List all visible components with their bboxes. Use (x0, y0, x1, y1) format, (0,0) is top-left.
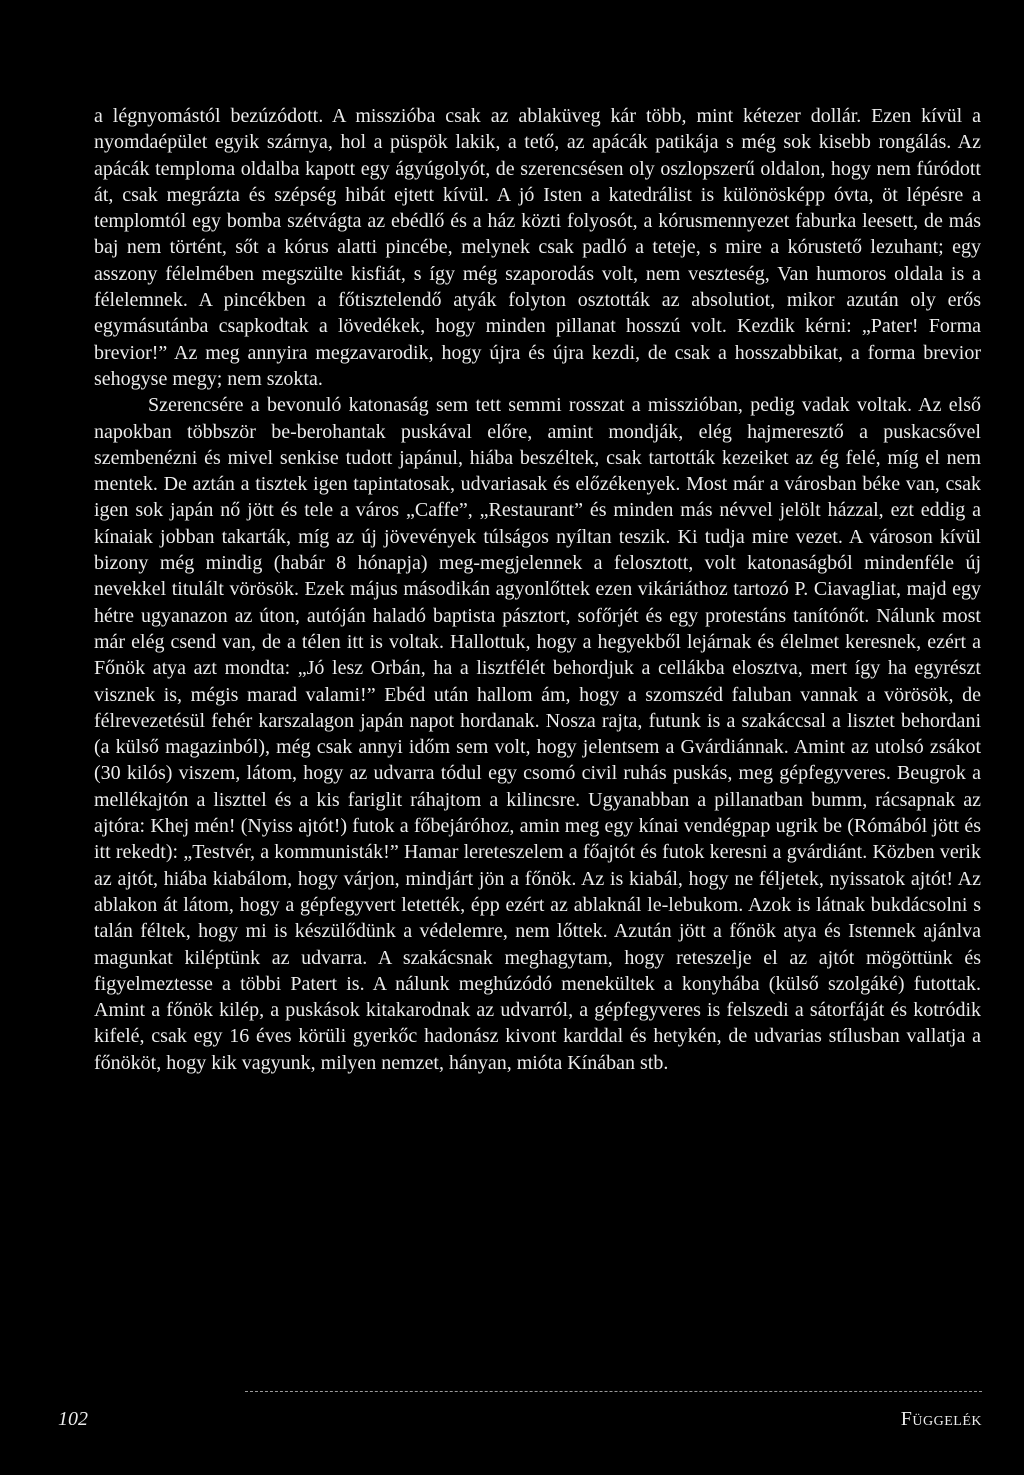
paragraph-1: a légnyomástól bezúzódott. A misszióba csak az ablaküveg kár több, mint kétezer dollár. Ezen kívül a nyomdaépület egyik szárnya, hol a püspök lakik, a tető, az apácák patikája s még sok kisebb rongálás. Az apácák temploma oldalba kapott egy ágyúgolyót, de szerencsésen oly oszlopszerű oldalon, hogy nem fúródott át, csak megrázta és szépség hibát ejtett kívül. A jó Isten a katedrálist is különösképp óvta, öt lépésre a templomtól egy bomba szétvágta az ebédlő és a ház közti folyosót, a kórusmennyezet faburka leesett, de más baj nem történt, sőt a kórus alatti pincébe, melynek csak padló a teteje, s mire a kórustető lezuhant; egy asszony félelmében megszülte kisfiát, s így még szaporodás volt, nem veszteség, Van humoros oldala is a félelemnek. A pincékben a főtisztelendő atyák folyton osztották az absolutiot, mikor azután oly erős egymásutánba csapkodtak a lövedékek, hogy minden pillanat hosszú volt. Kezdik kérni: „Pater! Forma brevior!” Az meg annyira megzavarodik, hogy újra és újra kezdi, de csak a hosszabbikat, a forma brevior sehogyse megy; nem szokta. (94, 105, 981, 390)
page-number: 102 (58, 1408, 88, 1430)
paragraph-2: Szerencsére a bevonuló katonaság sem tett semmi rosszat a misszióban, pedig vadak voltak. Az első napokban többször be-berohantak puskával előre, amint mondják, elég hajmeresztő a puskacsővel szembenézni és mivel senkise tudott japánul, hiába beszéltek, csak tartották kezeiket az ég felé, míg el nem mentek. De aztán a tisztek igen tapintatosak, udvariasak és előzékenyek. Most már a városban béke van, csak igen sok japán nő jött és tele a város „Caffe”, „Restaurant” és minden más névvel jelölt házzal, ezt eddig a kínaiak jobban takarták, míg az új jövevények túlságos nyíltan teszik. Ki tudja mire vezet. A városon kívül bizony még mindig (habár 8 hónapja) meg-megjelennek a felosztott, volt katonaságból mindenféle új nevekkel titulált vörösök. Ezek május másodikán agyonlőttek ezen vikáriáthoz tartozó P. Ciavagliat, majd egy hétre ugyanazon az úton, autóján haladó baptista pásztort, sofőrjét és egy protestáns tanítónőt. Nálunk most már elég csend van, de a télen itt is voltak. Hallottuk, hogy a hegyekből lejárnak és élelmet keresnek, ezért a Főnök atya azt mondta: „Jó lesz Orbán, ha a lisztfélét behordjuk a cellákba elosztva, mert így ha egyrészt visznek is, mégis marad valami!” Ebéd után hallom ám, hogy a szomszéd faluban vannak a vörösök, de félrevezetésül fehér karszalagon japán napot hordanak. Nosza rajta, futunk is a szakáccsal a lisztet behordani (a külső magazinból), még csak annyi időm sem volt, hogy jelentsem a Gvárdiánnak. Amint az utolsó zsákot (30 kilós) viszem, látom, hogy az udvarra tódul egy csomó civil ruhás puskás, meg gépfegyveres. Beugrok a mellékajtón a liszttel és a kis fariglit ráhajtom a kilincsre. Ugyanabban a pillanatban bumm, rácsapnak az ajtóra: Khej mén! (Nyiss ajtót!) futok a főbejáróhoz, amin meg egy kínai vendégpap ugrik be (Rómából jött és itt rekedt): „Testvér, a kommunisták!” Hamar lereteszelem a főajtót és futok keresni a gvárdiánt. Közben verik az ajtót, hiába kiabálom, hogy várjon, mindjárt jön a főnök. Az is kiabál, hogy ne féljetek, nyissatok ajtót! Az ablakon át látom, hogy a gépfegyvert letették, épp ezért az ablaknál le-lebukom. Azok is látnak bukdácsolni s talán féltek, hogy mi is készülődünk a védelemre, nem lőttek. Azután jött a főnök atya és Istennek ajánlva magunkat kiléptünk az udvarra. A szakácsnak meghagytam, hogy reteszelje el az ajtót mögöttünk és figyelmeztesse a többi Patert is. A nálunk meghúzódó menekültek a konyhába (külső szolgáké) futottak. Amint a főnök kilép, a puskások kitakarodnak az udvarról, a gépfegyveres is felszedi a sátorfáját és kotródik kifelé, csak egy 16 éves körüli gyerkőc hadonász kivont karddal és hetykén, de udvarias stílusban vallatja a főnököt, hogy kik vagyunk, milyen nemzet, hányan, mióta Kínában stb. (94, 394, 981, 1074)
running-title: Függelék (900, 1408, 982, 1430)
footer-rule (245, 1391, 982, 1392)
page-body (94, 103, 981, 1076)
